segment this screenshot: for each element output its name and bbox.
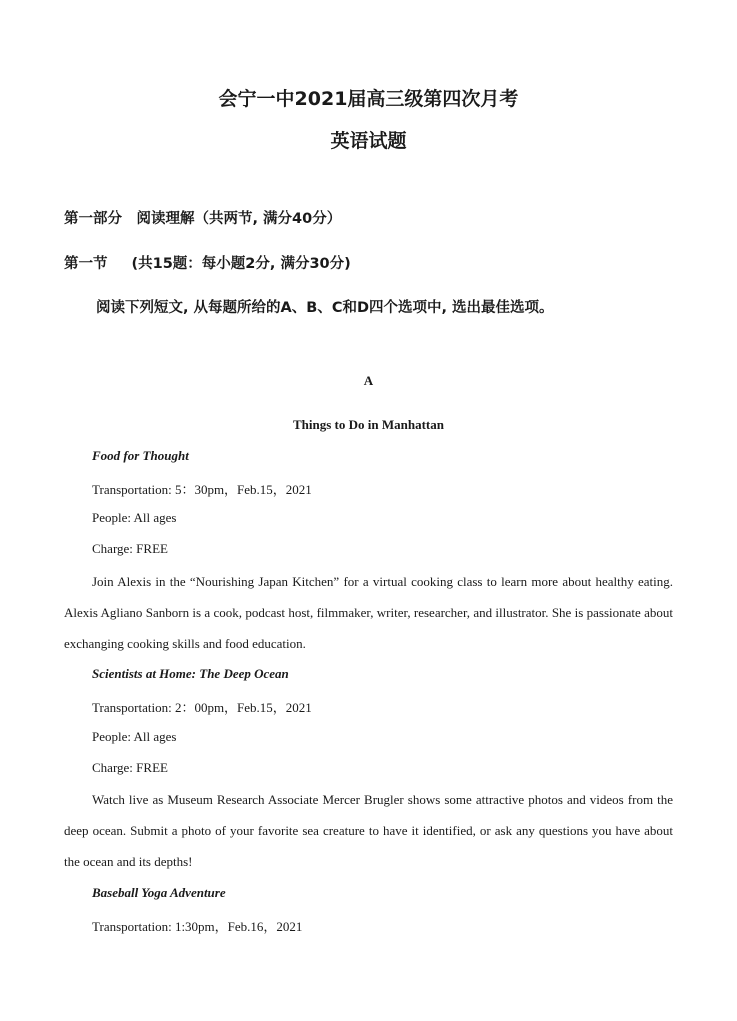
section-heading (64, 252, 351, 273)
event-people: People: All ages (92, 510, 177, 525)
event-description: Join Alexis in the “Nourishing Japan Kitchen” for a virtual cooking class to learn more about healthy eating. Alexis Agliano Sanborn is a cook, podcast host, filmmaker, writer, researcher, and illustrator. She is passionate about exchanging cooking skills and food education. (64, 574, 673, 651)
event-time: Transportation: 1:30pm，Feb.16，2021 (92, 919, 303, 934)
event-charge: Charge: FREE (92, 760, 168, 775)
event-charge: Charge: FREE (92, 541, 168, 556)
event-title: Scientists at Home: The Deep Ocean (92, 666, 289, 681)
subject-title: 英语试题 (330, 130, 407, 152)
event-title: Baseball Yoga Adventure (92, 885, 226, 900)
section-label: 第一节 (64, 256, 108, 272)
instructions: 阅读下列短文, 从每题所给的A、B、C和D四个选项中, 选出最佳选项。 (96, 300, 554, 316)
passage-title: Things to Do in Manhattan (293, 417, 444, 432)
passage-letter: A (363, 373, 374, 388)
section-detail: (共15题：每小题2分, 满分30分) (131, 256, 351, 272)
event-time: Transportation: 2：00pm，Feb.15，2021 (92, 700, 312, 715)
event-description: Watch live as Museum Research Associate Mercer Brugler shows some attractive photos and videos from the deep ocean. Submit a photo of your favorite sea creature to have it identified, or ask any questions you have about the ocean and its depths! (64, 792, 673, 869)
part-heading: 第一部分 阅读理解（共两节, 满分40分） (64, 211, 342, 227)
event-time: Transportation: 5：30pm，Feb.15，2021 (92, 482, 312, 497)
event-title: Food for Thought (92, 448, 189, 463)
event-people: People: All ages (92, 729, 177, 744)
exam-title: 会宁一中2021届高三级第四次月考 (218, 88, 519, 110)
